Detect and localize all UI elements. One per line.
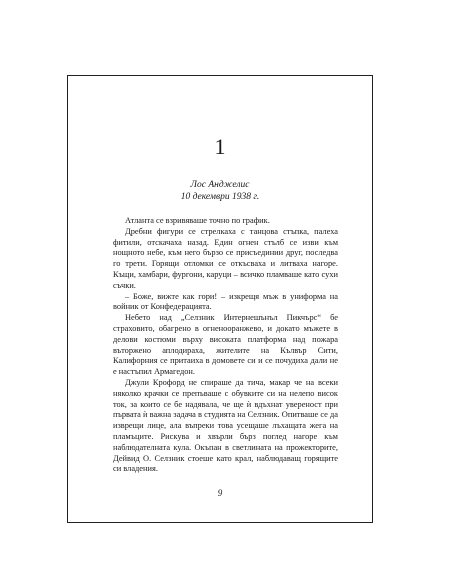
- paragraph: Джули Крофорд не спираше да тича, макар че на всеки няколко крачки се препъваше с обувките си на нелепо висок ток, за които се бе надявала, че ще ѝ вдъхнат увереност при първата ѝ важна задача в студията на Селзник. Опитваше се да изврещи лице, ала въпреки това усещаше лъхащата жега на пламъците. Рискува и хвърли бърз поглед нагоре към наблюдателната кула. Окъпан в светлината на прожекторите, Дейвид О. Селзник стоеше като крал, наблюдаващ горящите си владения.: [113, 377, 338, 474]
- body-text: [113, 216, 338, 475]
- chapter-location: Лос Анджелис: [190, 180, 250, 190]
- chapter-number: 1: [214, 134, 226, 159]
- paragraph: Атланта се взривяваше точно по график.: [125, 216, 270, 225]
- book-page: [67, 75, 373, 523]
- chapter-date: 10 декември 1938 г.: [180, 192, 260, 202]
- page-number: 9: [217, 488, 223, 498]
- chapter-heading: [68, 179, 372, 203]
- paragraph: Небето над „Селзник Интернешънъл Пикчърс“ бе страховито, обагрено в огненооранжево, и докато мъжете в делови костюми върху високата платформа над пожара въторжено аплодираха, жителите на Кълвър Сити, Калифорния се притаиха в домовете си и се почудиха дали не е настъпил Армагедон.: [113, 313, 338, 377]
- paragraph: Дребни фигури се стрелкаха с танцова стъпка, палеха фитили, отскачаха назад. Един огнен стълб се изви към нощното небе, към него бързо се присъединии друг, последва го трети. Горящи отломки се откъсваха и литваха нагоре. Къщи, хамбари, фургони, каруци – всичко пламваше като сухи съчки.: [113, 226, 338, 290]
- paragraph: – Боже, вижте как гори! – изкрещя мъж в униформа на войник от Конфедерацията.: [113, 291, 338, 312]
